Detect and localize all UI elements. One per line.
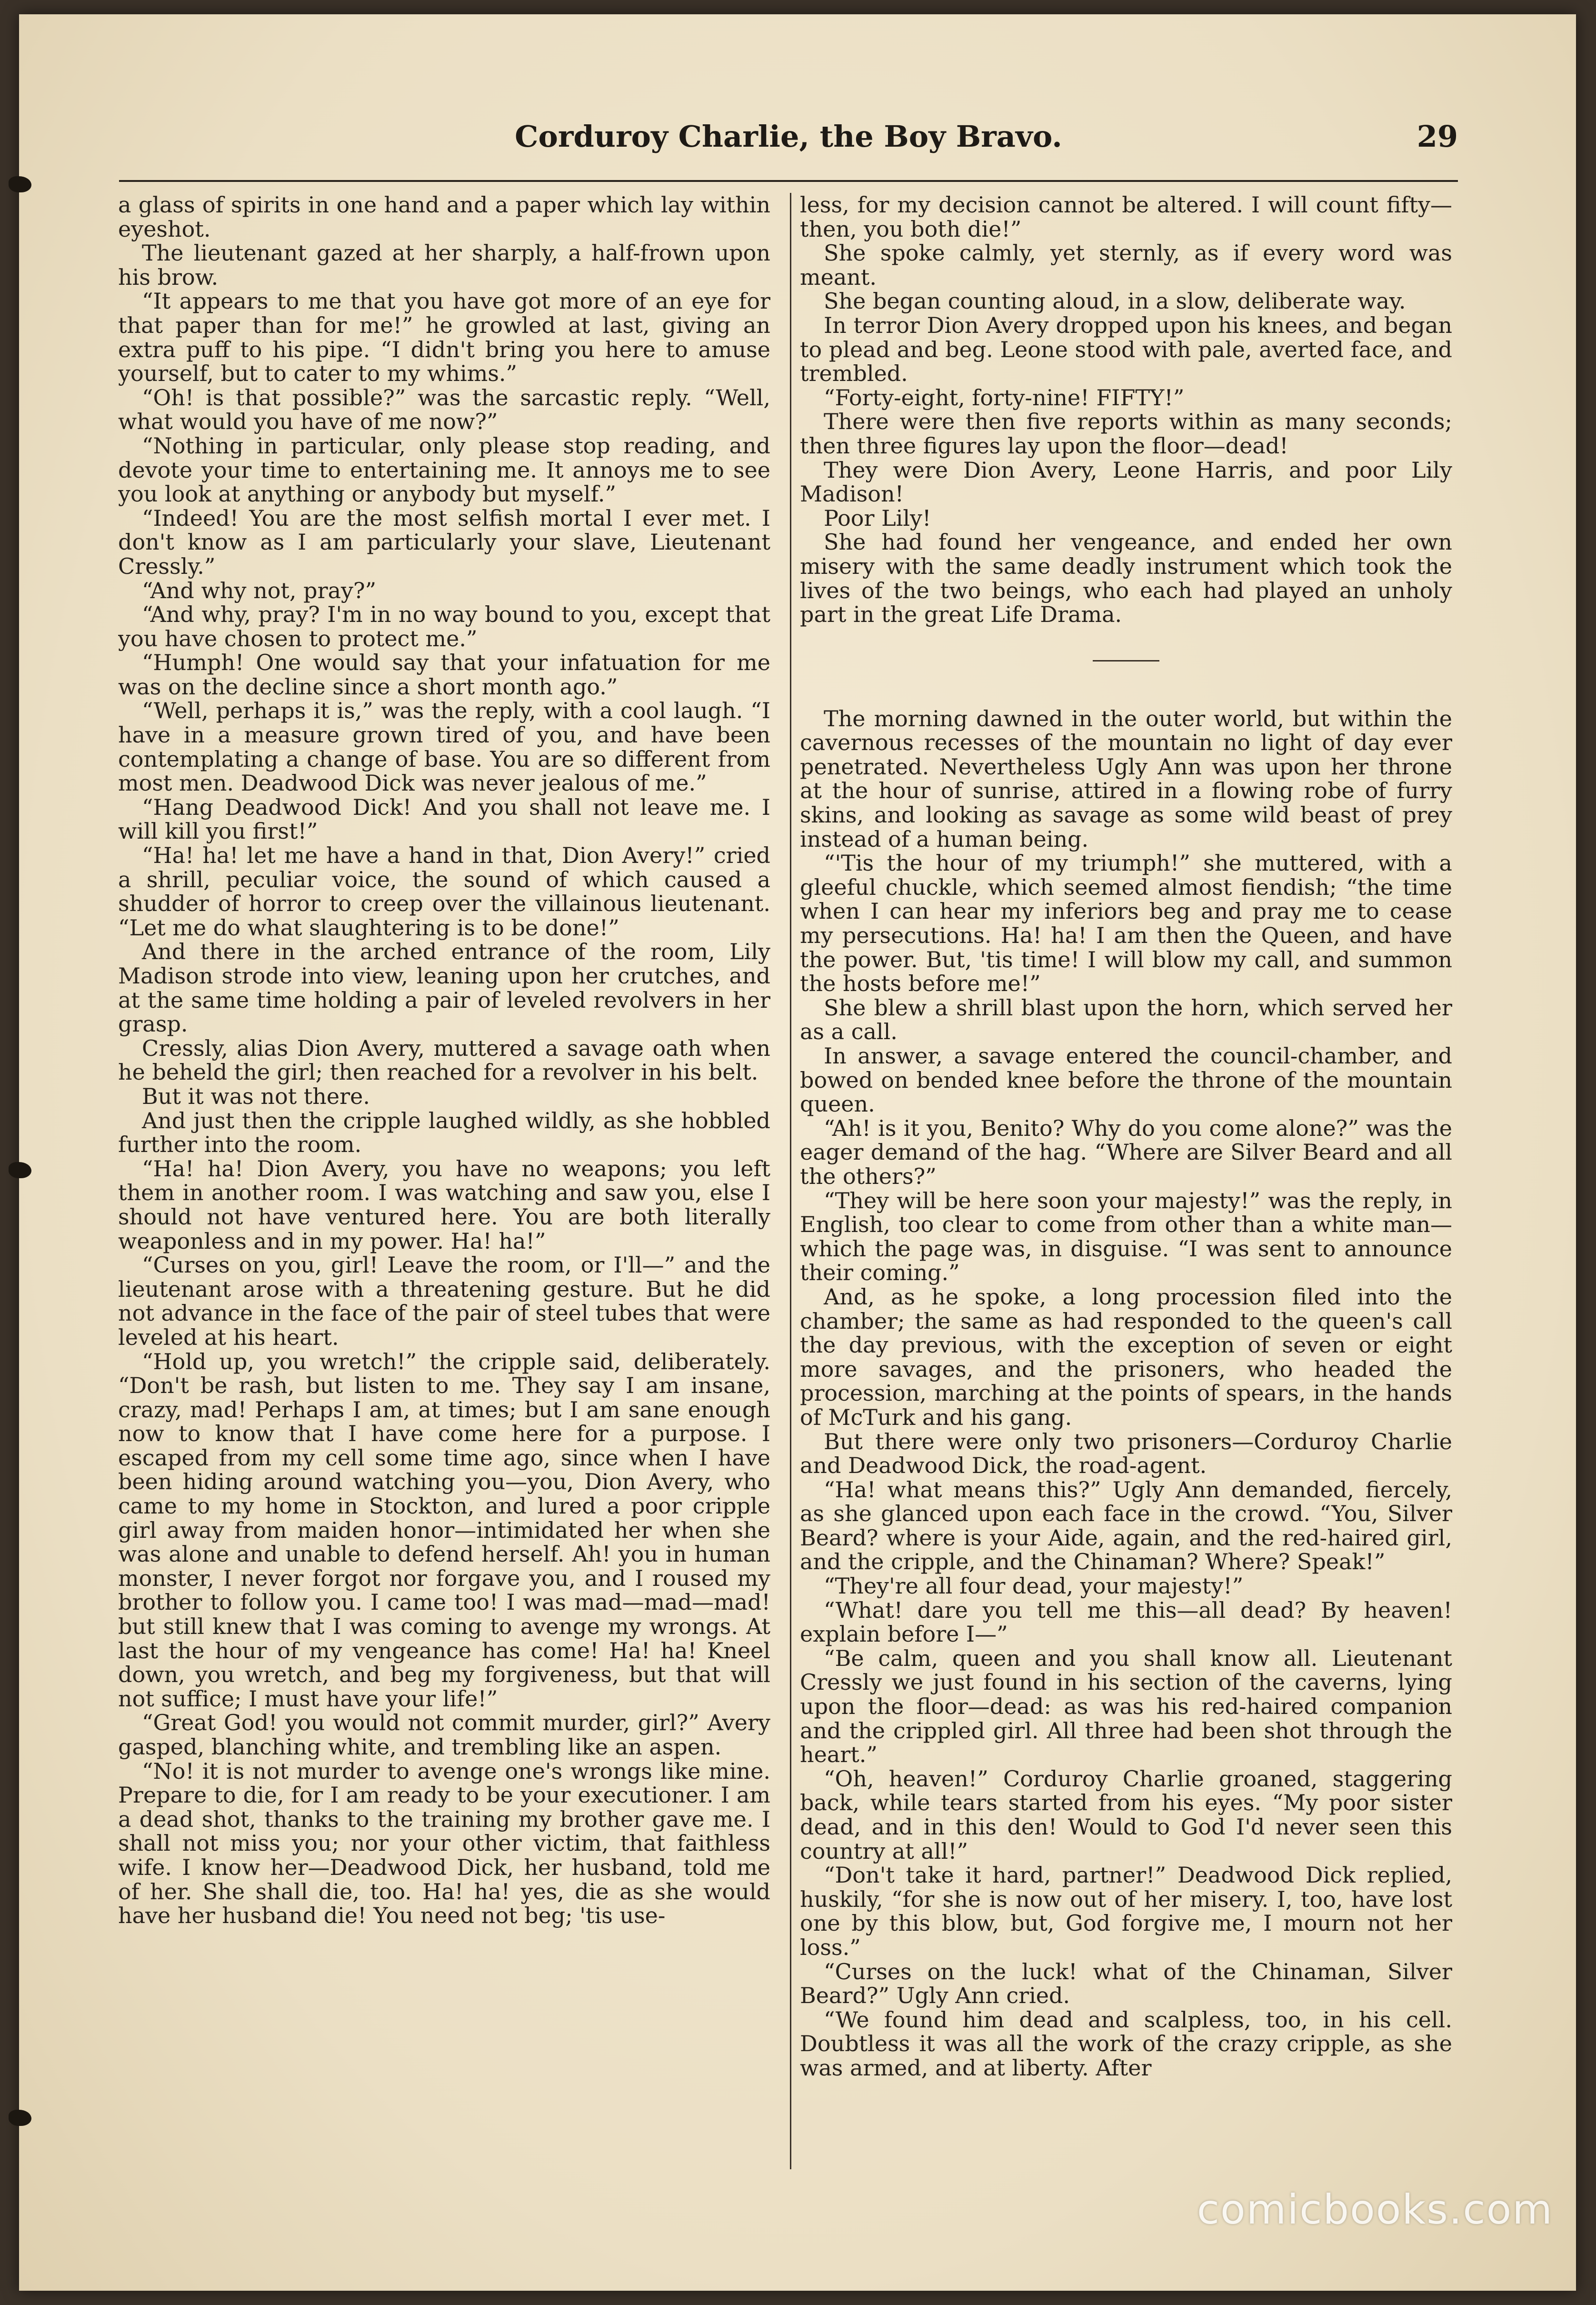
left-column: [118, 193, 770, 2169]
paragraph: She began counting aloud, in a slow, deliberate way.: [824, 288, 1406, 314]
binding-hole: [9, 1162, 31, 1178]
paragraph: “Great God! you would not commit murder, girl?” Avery gasped, blanching white, and trembling like an aspen.: [118, 1710, 770, 1760]
paragraph: “Don't take it hard, partner!” Deadwood Dick replied, huskily, “for she is now out of her misery. I, too, have lost one by this blow, but, God forgive me, I mourn not her loss.”: [800, 1862, 1452, 1960]
paragraph: “No! it is not murder to avenge one's wrongs like mine. Prepare to die, for I am ready to be your executioner. I am a dead shot, thanks to the training my brother gave me. I shall not miss you; nor your other victim, that faithless wife. I know her—Deadwood Dick, her husband, told me of her. She shall die, too. Ha! ha! yes, die as she would have her husband die! You need not beg; 'tis use-: [118, 1758, 770, 1929]
paragraph: “Indeed! You are the most selfish mortal I ever met. I don't know as I am particularly your slave, Lieutenant Cressly.”: [118, 505, 770, 579]
paragraph: “Oh, heaven!” Corduroy Charlie groaned, staggering back, while tears started from his eyes. “My poor sister dead, and in this den! Would to God I'd never seen this country at all!”: [800, 1765, 1452, 1864]
paragraph: And there in the arched entrance of the room, Lily Madison strode into view, leaning upon her crutches, and at the same time holding a pair of leveled revolvers in her grasp.: [118, 939, 770, 1037]
paragraph: “Ha! ha! let me have a hand in that, Dion Avery!” cried a shrill, peculiar voice, the sound of which caused a shudder of horror to creep over the villainous lieutenant. “Let me do what slaughtering is to be done!”: [118, 842, 770, 941]
paragraph: less, for my decision cannot be altered. I will count fifty—then, you both die!”: [800, 193, 1452, 242]
paragraph: Cressly, alias Dion Avery, muttered a savage oath when he beheld the girl; then reached for a revolver in his belt.: [118, 1035, 770, 1085]
paragraph: “Humph! One would say that your infatuation for me was on the decline since a short month ago.”: [118, 650, 770, 700]
binding-hole: [9, 2110, 31, 2126]
paragraph: “Oh! is that possible?” was the sarcastic reply. “Well, what would you have of me now?”: [118, 384, 770, 435]
page-number: 29: [1416, 119, 1458, 154]
paragraph: She had found her vengeance, and ended her own misery with the same deadly instrument which took the lives of the two beings, who each had played an unholy part in the great Life Drama.: [800, 529, 1452, 628]
paragraph: But there were only two prisoners—Corduroy Charlie and Deadwood Dick, the road-agent.: [800, 1428, 1452, 1479]
paragraph: But it was not there.: [142, 1083, 370, 1109]
paragraph: In answer, a savage entered the council-chamber, and bowed on bended knee before the throne of the mountain queen.: [800, 1043, 1452, 1117]
paragraph: “Hang Deadwood Dick! And you shall not leave me. I will kill you first!”: [118, 794, 770, 844]
paragraph: “Ha! what means this?” Ugly Ann demanded, fiercely, as she glanced upon each face in the crowd. “You, Silver Beard? where is your Aide, again, and the red-haired girl, and the cripple, and the Chinaman? Where? Speak!”: [800, 1476, 1452, 1575]
paragraph: “They're all four dead, your majesty!”: [824, 1573, 1244, 1599]
paragraph: And just then the cripple laughed wildly, as she hobbled further into the room.: [118, 1107, 770, 1158]
running-title: Corduroy Charlie, the Boy Bravo.: [515, 119, 1062, 154]
paragraph: “Curses on you, girl! Leave the room, or I'll—” and the lieutenant arose with a threatening gesture. But he did not advance in the face of the pair of steel tubes that were leveled at his heart.: [118, 1252, 770, 1350]
paragraph: “We found him dead and scalpless, too, in his cell. Doubtless it was all the work of the crazy cripple, as she was armed, and at liberty. After: [800, 2006, 1452, 2081]
paragraph: “Ah! is it you, Benito? Why do you come alone?” was the eager demand of the hag. “Where are Silver Beard and all the others?”: [800, 1115, 1452, 1189]
paragraph: “'Tis the hour of my triumph!” she muttered, with a gleeful chuckle, which seemed almost fiendish; “the time when I can hear my inferiors beg and pray me to cease my persecutions. Ha! ha! I am then the Queen, and have the power. But, 'tis time! I will blow my call, and summon the hosts before me!”: [800, 850, 1452, 997]
paragraph: “Be calm, queen and you shall know all. Lieutenant Cressly we just found in his section of the caverns, lying upon the floor—dead: as was his red-haired companion and the crippled girl. All three had been shot through the heart.”: [800, 1645, 1452, 1768]
paragraph: “Hold up, you wretch!” the cripple said, deliberately. “Don't be rash, but listen to me. They say I am insane, crazy, mad! Perhaps I am, at times; but I am sane enough now to know that I have come here for a purpose. I escaped from my cell some time ago, since when I have been hiding around watching you—you, Dion Avery, who came to my home in Stockton, and lured a poor cripple girl away from maiden honor—intimidated her when she was alone and unable to defend herself. Ah! you in human monster, I never forgot nor forgave you, and I roused my brother to follow you. I came too! I was mad—mad—mad! but still knew that I was coming to avenge my wrongs. At last the hour of my vengeance has come! Ha! ha! Kneel down, you wretch, and beg my forgiveness, but that will not suffice; I must have your life!”: [118, 1348, 770, 1712]
section-separator: [1093, 660, 1159, 661]
site-watermark: comicbooks.com: [1197, 2186, 1553, 2234]
paragraph: Poor Lily!: [824, 505, 931, 531]
paragraph: There were then five reports within as many seconds; then three figures lay upon the floor—dead!: [800, 409, 1452, 459]
paragraph: “They will be here soon your majesty!” was the reply, in English, too clear to come from other than a white man—which the page was, in disguise. “I was sent to announce their coming.”: [800, 1187, 1452, 1286]
column-divider: [790, 193, 791, 2169]
page-header: [119, 114, 1458, 157]
paragraph: The lieutenant gazed at her sharply, a half-frown upon his brow.: [118, 240, 770, 290]
paragraph: “Curses on the luck! what of the Chinaman, Silver Beard?” Ugly Ann cried.: [800, 1958, 1452, 2009]
paragraph: “Ha! ha! Dion Avery, you have no weapons; you left them in another room. I was watching and saw you, else I should not have ventured here. You are both literally weaponless and in my power. Ha! ha!”: [118, 1155, 770, 1254]
paragraph: “Forty-eight, forty-nine! FIFTY!”: [824, 384, 1185, 411]
paragraph: “It appears to me that you have got more of an eye for that paper than for me!” he growled at last, giving an extra puff to his pipe. “I didn't bring you here to amuse yourself, but to cater to my whims.”: [118, 288, 770, 387]
paragraph: And, as he spoke, a long procession filed into the chamber; the same as had responded to the queen's call the day previous, with the exception of seven or eight more savages, and the prisoners, who headed the procession, marching at the points of spears, in the hands of McTurk and his gang.: [800, 1283, 1452, 1430]
paragraph: “What! dare you tell me this—all dead? By heaven! explain before I—”: [800, 1597, 1452, 1647]
binding-hole: [9, 176, 31, 192]
paragraph: The morning dawned in the outer world, but within the cavernous recesses of the mountain no light of day ever penetrated. Nevertheless Ugly Ann was upon her throne at the hour of sunrise, attired in a flowing robe of furry skins, and looking as savage as some wild beast of prey instead of a human being.: [800, 705, 1452, 852]
paragraph: She spoke calmly, yet sternly, as if every word was meant.: [800, 240, 1452, 290]
paragraph: They were Dion Avery, Leone Harris, and poor Lily Madison!: [800, 457, 1452, 507]
paragraph: “Well, perhaps it is,” was the reply, with a cool laugh. “I have in a measure grown tired of you, and have been contemplating a change of base. You are so different from most men. Deadwood Dick was never jealous of me.”: [118, 698, 770, 796]
paragraph: a glass of spirits in one hand and a paper which lay within eyeshot.: [118, 193, 770, 242]
paragraph: “And why not, pray?”: [142, 577, 377, 603]
paragraph: She blew a shrill blast upon the horn, which served her as a call.: [800, 994, 1452, 1045]
paragraph: “And why, pray? I'm in no way bound to you, except that you have chosen to protect me.”: [118, 601, 770, 651]
paragraph: “Nothing in particular, only please stop reading, and devote your time to entertaining me. It annoys me to see you look at anything or anybody but myself.”: [118, 432, 770, 507]
right-column: [800, 193, 1452, 2169]
paragraph: In terror Dion Avery dropped upon his knees, and began to plead and beg. Leone stood with pale, averted face, and trembled.: [800, 312, 1452, 387]
header-rule: [119, 180, 1458, 182]
